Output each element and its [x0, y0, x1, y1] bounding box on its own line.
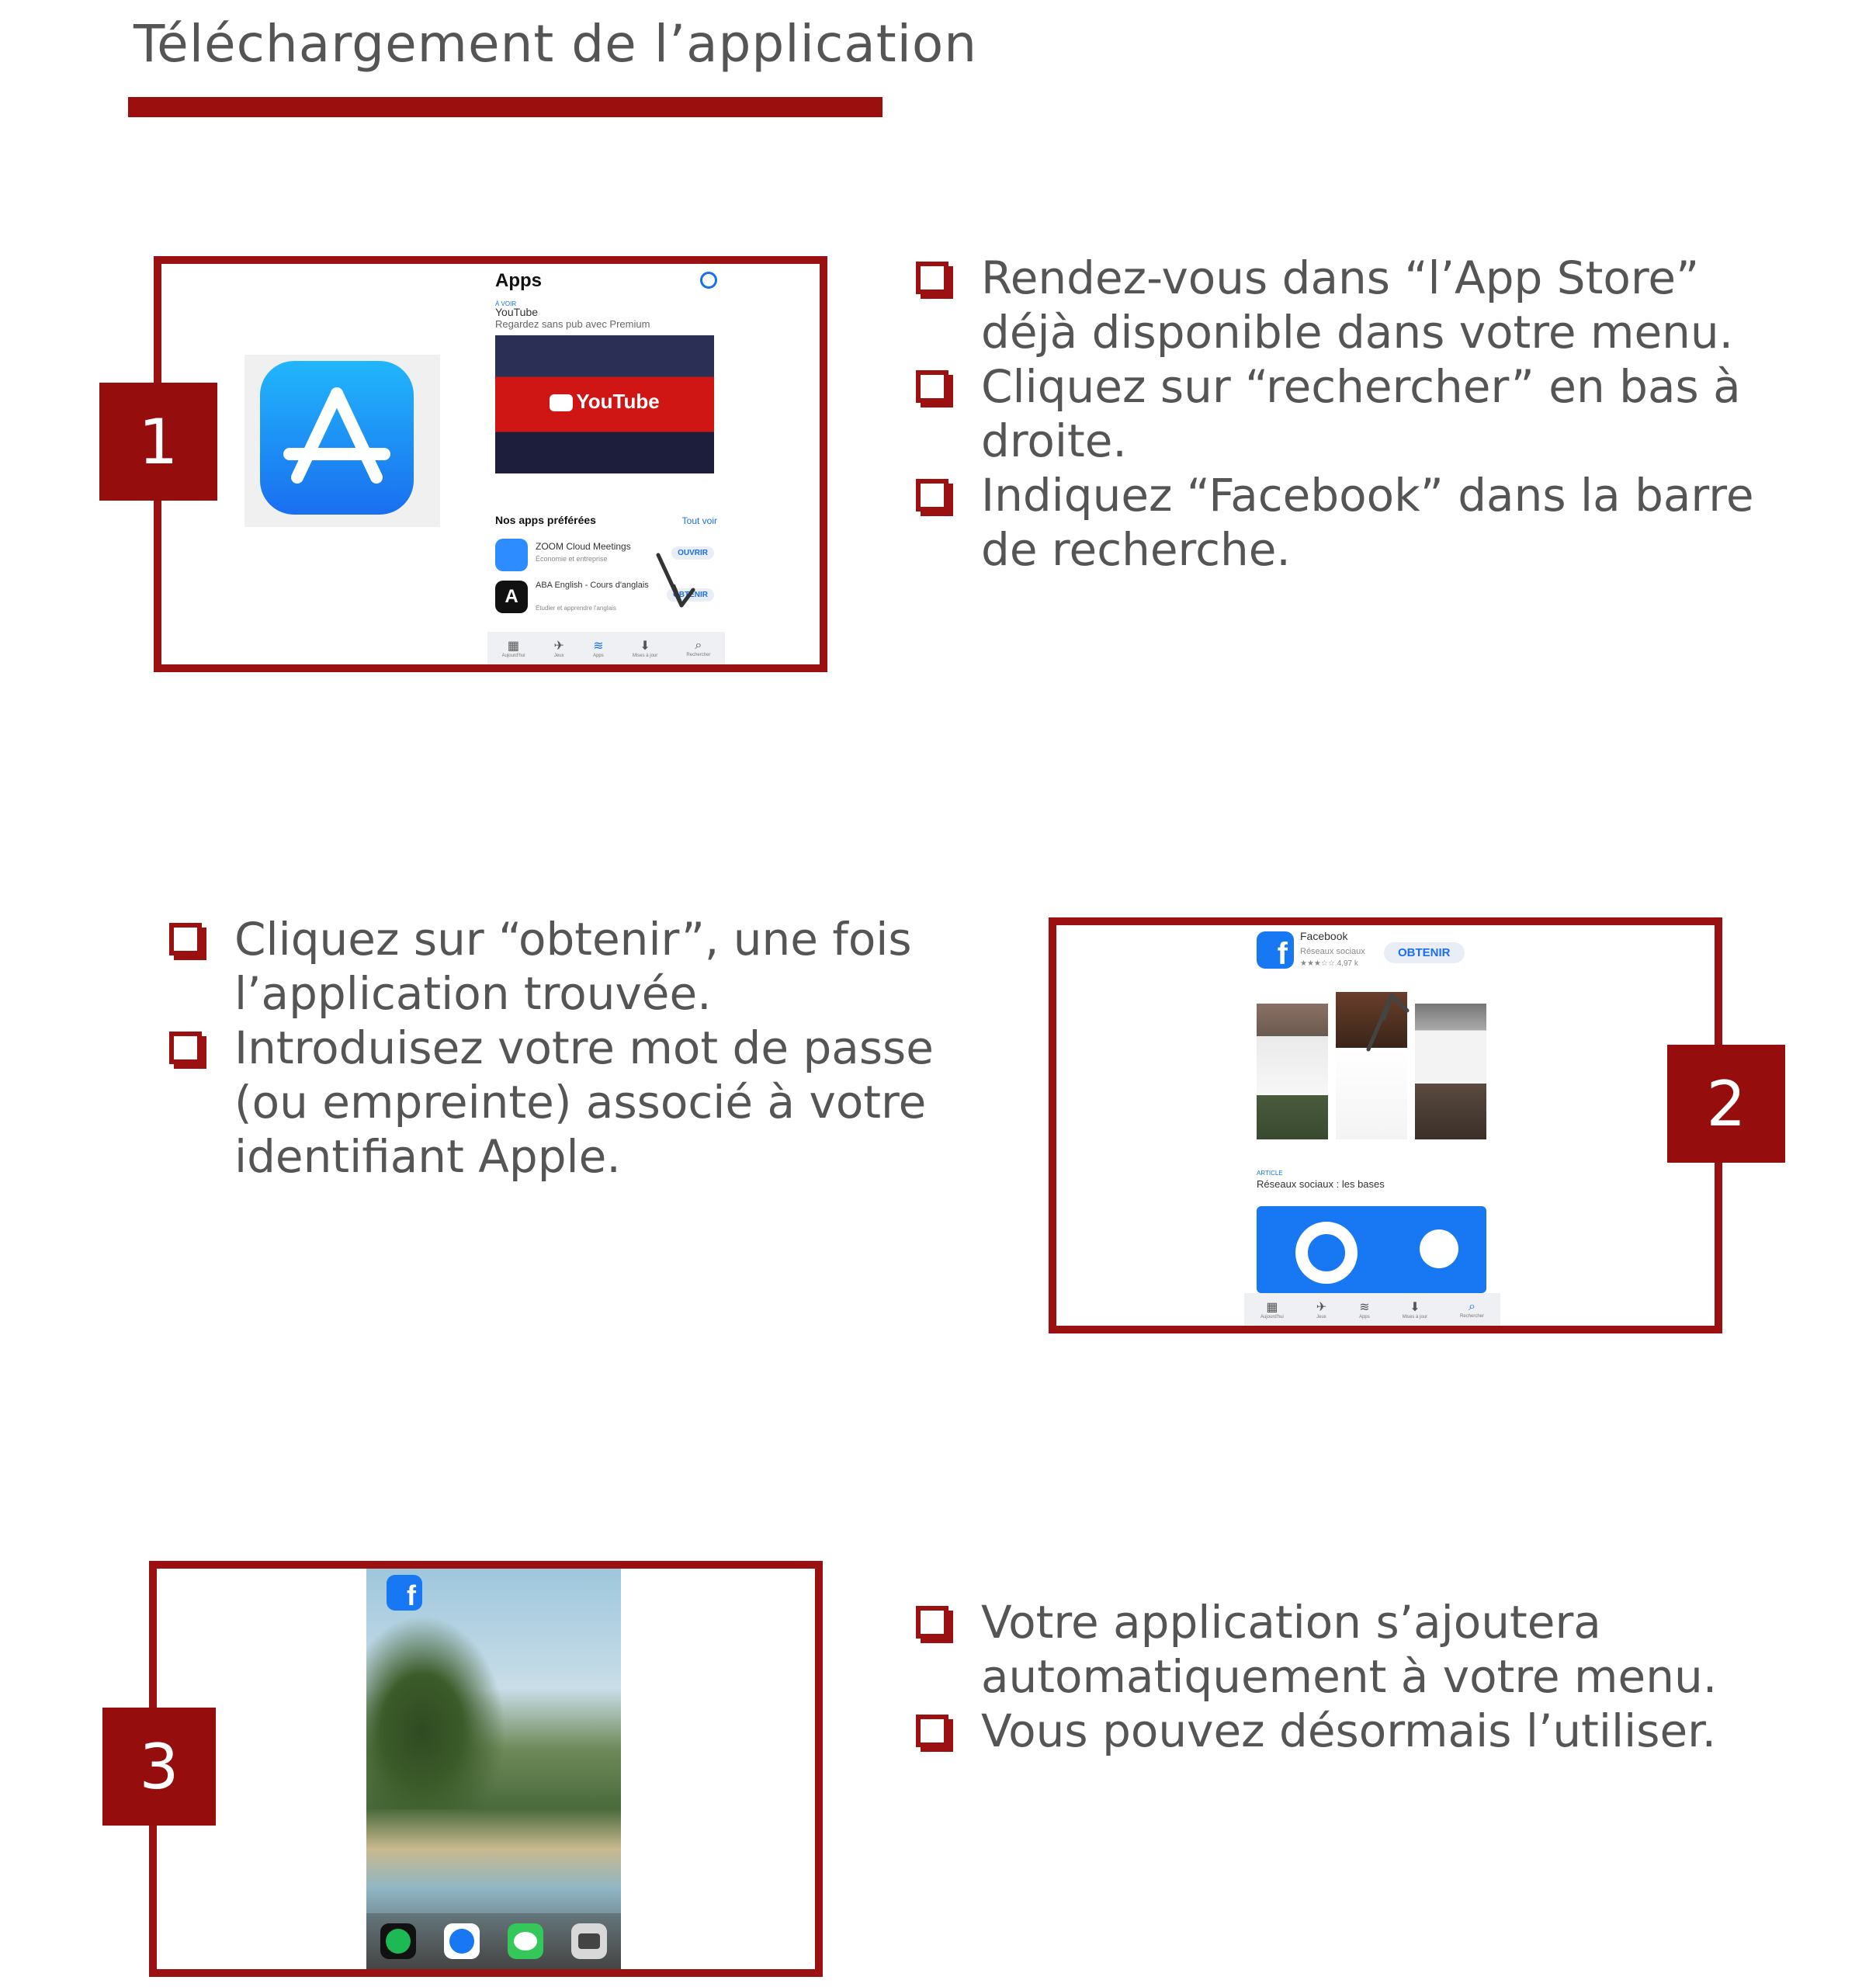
- checkbox-icon: [916, 1715, 948, 1747]
- arrow-icon: [650, 551, 697, 613]
- app-name: ZOOM Cloud Meetings: [536, 541, 631, 552]
- checkbox-icon: [916, 1606, 948, 1638]
- youtube-banner[interactable]: [495, 335, 714, 473]
- list-item: Cliquez sur “obtenir”, une fois l’application trouvée.: [163, 912, 978, 1021]
- step1-screenshot-frame: [154, 256, 827, 672]
- facebook-app-icon[interactable]: f: [387, 1575, 422, 1611]
- spotify-icon[interactable]: [380, 1923, 416, 1959]
- arrow-icon: [1361, 987, 1415, 1057]
- app-sub: Étudier et apprendre l'anglais: [536, 605, 616, 612]
- checkbox-icon: [169, 923, 202, 955]
- open-button[interactable]: OUVRIR: [671, 546, 714, 560]
- title-underline: [128, 97, 883, 117]
- list-item: Indiquez “Facebook” dans la barre de recherche.: [910, 468, 1787, 577]
- appstore-tabbar: [487, 632, 725, 664]
- account-icon: [700, 272, 717, 289]
- screenshot-preview-1: [1257, 992, 1328, 1139]
- article-image[interactable]: [1257, 1206, 1486, 1293]
- tab-apps[interactable]: ≋ Apps: [593, 640, 604, 658]
- list-item: Cliquez sur “rechercher” en bas à droite.: [910, 359, 1787, 468]
- home-screen-screenshot: [366, 1569, 621, 1969]
- step2-screenshot-frame: [1049, 917, 1722, 1333]
- appstore-header: Apps: [495, 270, 542, 291]
- tab-search[interactable]: ⌕ Rechercher: [686, 639, 711, 657]
- page-title: Téléchargement de l’application: [134, 14, 978, 74]
- tab-apps[interactable]: ≋ Apps: [1359, 1301, 1370, 1319]
- tab-games[interactable]: ✈ Jeux: [553, 640, 564, 658]
- youtube-play-icon: [550, 394, 573, 411]
- appstore-tabbar: [1244, 1293, 1500, 1326]
- messenger-icon[interactable]: [444, 1923, 480, 1959]
- checkbox-icon: [916, 370, 948, 403]
- checkbox-icon: [169, 1032, 202, 1064]
- facebook-appstore-screenshot: [1244, 925, 1500, 1326]
- featured-tag: À VOIR: [495, 300, 517, 307]
- step-badge-2: 2: [1667, 1045, 1785, 1163]
- dock: [366, 1913, 621, 1969]
- fb-category: Réseaux sociaux: [1300, 947, 1365, 956]
- fb-rating: ★★★☆☆ 4,97 k: [1300, 959, 1358, 968]
- featured-name: YouTube: [495, 306, 539, 318]
- list-item: Votre application s’ajoutera automatiquement à votre menu.: [910, 1595, 1787, 1704]
- tab-today[interactable]: ▦ Aujourd'hui: [501, 640, 525, 658]
- screenshot-preview-3: [1415, 992, 1486, 1139]
- article-title: Réseaux sociaux : les bases: [1257, 1178, 1385, 1190]
- see-all-link[interactable]: Tout voir: [681, 515, 717, 526]
- step3-instructions: [910, 1595, 1787, 1758]
- palm-trees: [366, 1615, 506, 1809]
- appstore-screenshot: [487, 264, 725, 664]
- tab-updates[interactable]: ⬇ Mises à jour: [1402, 1301, 1428, 1319]
- messages-icon[interactable]: [508, 1923, 543, 1959]
- app-name: ABA English - Cours d'anglais: [536, 581, 649, 590]
- step2-instructions: [163, 912, 978, 1184]
- fb-app-name: Facebook: [1300, 930, 1348, 942]
- tab-today[interactable]: ▦ Aujourd'hui: [1260, 1301, 1284, 1319]
- step-badge-1: 1: [99, 383, 217, 501]
- step-badge-3: 3: [102, 1708, 216, 1826]
- app-sub: Économie et entreprise: [536, 555, 608, 563]
- obtenir-button[interactable]: OBTENIR: [1384, 942, 1465, 963]
- checkbox-icon: [916, 479, 948, 511]
- step1-instructions: [910, 251, 1787, 577]
- tab-games[interactable]: ✈ Jeux: [1316, 1301, 1327, 1319]
- step3-screenshot-frame: [149, 1561, 823, 1977]
- list-item: Introduisez votre mot de passe (ou empreinte) associé à votre identifiant Apple.: [163, 1021, 978, 1184]
- facebook-app-icon: f: [1257, 931, 1294, 969]
- section-title: Nos apps préférées: [495, 514, 596, 526]
- article-tag: ARTICLE: [1257, 1170, 1283, 1177]
- checkbox-icon: [916, 262, 948, 294]
- tab-search[interactable]: ⌕ Rechercher: [1460, 1300, 1485, 1319]
- aba-icon: A: [495, 581, 528, 613]
- app-store-icon: [244, 355, 440, 527]
- tab-updates[interactable]: ⬇ Mises à jour: [632, 640, 658, 658]
- get-button[interactable]: OBTENIR: [667, 588, 714, 602]
- featured-subtitle: Regardez sans pub avec Premium: [495, 318, 650, 330]
- list-item: Vous pouvez désormais l’utiliser.: [910, 1704, 1787, 1758]
- camera-icon[interactable]: [571, 1923, 607, 1959]
- youtube-banner-text: YouTube: [576, 390, 660, 413]
- list-item: Rendez-vous dans “l’App Store” déjà disponible dans votre menu.: [910, 251, 1787, 359]
- zoom-icon: [495, 539, 528, 571]
